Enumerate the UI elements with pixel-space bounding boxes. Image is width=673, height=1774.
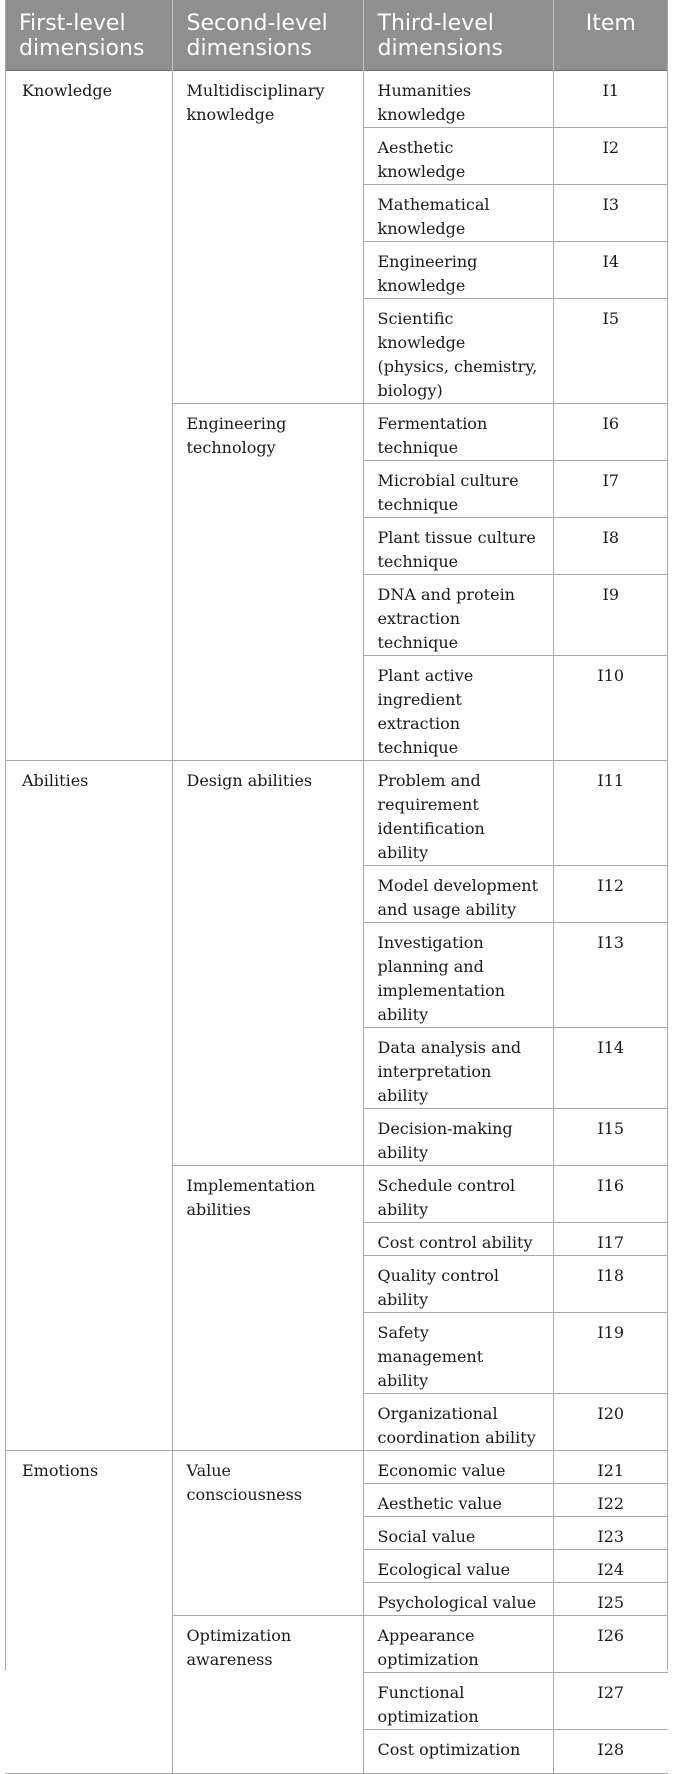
second-level-cell: Implementation abilities [172, 1166, 363, 1451]
item-cell: I10 [553, 656, 668, 761]
item-cell: I8 [553, 518, 668, 575]
third-level-cell: Investigation planning and implementation ability [363, 923, 553, 1028]
item-cell: I15 [553, 1109, 668, 1166]
third-level-cell: Data analysis and interpretation ability [363, 1028, 553, 1109]
third-level-cell: Cost control ability [363, 1223, 553, 1256]
item-cell: I13 [553, 923, 668, 1028]
third-level-cell: Scientific knowledge (physics, chemistry, biology) [363, 299, 553, 404]
item-cell: I5 [553, 299, 668, 404]
item-cell: I26 [553, 1616, 668, 1673]
second-level-cell: Value consciousness [172, 1451, 363, 1616]
item-cell: I27 [553, 1673, 668, 1730]
item-cell: I20 [553, 1394, 668, 1451]
header-second-level: Second-level dimensions [172, 0, 363, 71]
third-level-cell: Decision-making ability [363, 1109, 553, 1166]
third-level-cell: Economic value [363, 1451, 553, 1484]
item-cell: I16 [553, 1166, 668, 1223]
item-cell: I14 [553, 1028, 668, 1109]
item-cell: I1 [553, 71, 668, 128]
item-cell: I21 [553, 1451, 668, 1484]
third-level-cell: Cost optimization [363, 1730, 553, 1774]
second-level-cell: Design abilities [172, 761, 363, 1166]
item-cell: I4 [553, 242, 668, 299]
third-level-cell: Engineering knowledge [363, 242, 553, 299]
third-level-cell: Microbial culture technique [363, 461, 553, 518]
item-cell: I3 [553, 185, 668, 242]
third-level-cell: Humanities knowledge [363, 71, 553, 128]
item-cell: I9 [553, 575, 668, 656]
table-body [5, 71, 668, 1774]
item-cell: I18 [553, 1256, 668, 1313]
item-cell: I28 [553, 1730, 668, 1774]
item-cell: I22 [553, 1484, 668, 1517]
third-level-cell: Mathematical knowledge [363, 185, 553, 242]
third-level-cell: Problem and requirement identification ability [363, 761, 553, 866]
third-level-cell: Aesthetic value [363, 1484, 553, 1517]
item-cell: I25 [553, 1583, 668, 1616]
first-level-cell: Knowledge [5, 71, 172, 761]
item-cell: I17 [553, 1223, 668, 1256]
table-row [5, 761, 668, 866]
third-level-cell: Organizational coordination ability [363, 1394, 553, 1451]
third-level-cell: Functional optimization [363, 1673, 553, 1730]
third-level-cell: Safety management ability [363, 1313, 553, 1394]
item-cell: I19 [553, 1313, 668, 1394]
item-cell: I7 [553, 461, 668, 518]
third-level-cell: Plant active ingredient extraction technique [363, 656, 553, 761]
item-cell: I24 [553, 1550, 668, 1583]
third-level-cell: Appearance optimization [363, 1616, 553, 1673]
header-item: Item [553, 0, 668, 71]
first-level-cell: Abilities [5, 761, 172, 1451]
third-level-cell: Ecological value [363, 1550, 553, 1583]
table-header [5, 0, 668, 71]
third-level-cell: Schedule control ability [363, 1166, 553, 1223]
item-cell: I12 [553, 866, 668, 923]
second-level-cell: Optimization awareness [172, 1616, 363, 1774]
third-level-cell: DNA and protein extraction technique [363, 575, 553, 656]
table-row [5, 71, 668, 128]
third-level-cell: Fermentation technique [363, 404, 553, 461]
second-level-cell: Engineering technology [172, 404, 363, 761]
third-level-cell: Quality control ability [363, 1256, 553, 1313]
first-level-cell: Emotions [5, 1451, 172, 1774]
item-cell: I2 [553, 128, 668, 185]
third-level-cell: Social value [363, 1517, 553, 1550]
third-level-cell: Model development and usage ability [363, 866, 553, 923]
item-cell: I23 [553, 1517, 668, 1550]
third-level-cell: Psychological value [363, 1583, 553, 1616]
second-level-cell: Multidisciplinary knowledge [172, 71, 363, 404]
header-first-level: First-level dimensions [5, 0, 172, 71]
header-third-level: Third-level dimensions [363, 0, 553, 71]
dimensions-table [5, 0, 668, 1774]
header-row [5, 0, 668, 71]
item-cell: I11 [553, 761, 668, 866]
third-level-cell: Aesthetic knowledge [363, 128, 553, 185]
third-level-cell: Plant tissue culture technique [363, 518, 553, 575]
item-cell: I6 [553, 404, 668, 461]
table-row [5, 1451, 668, 1484]
